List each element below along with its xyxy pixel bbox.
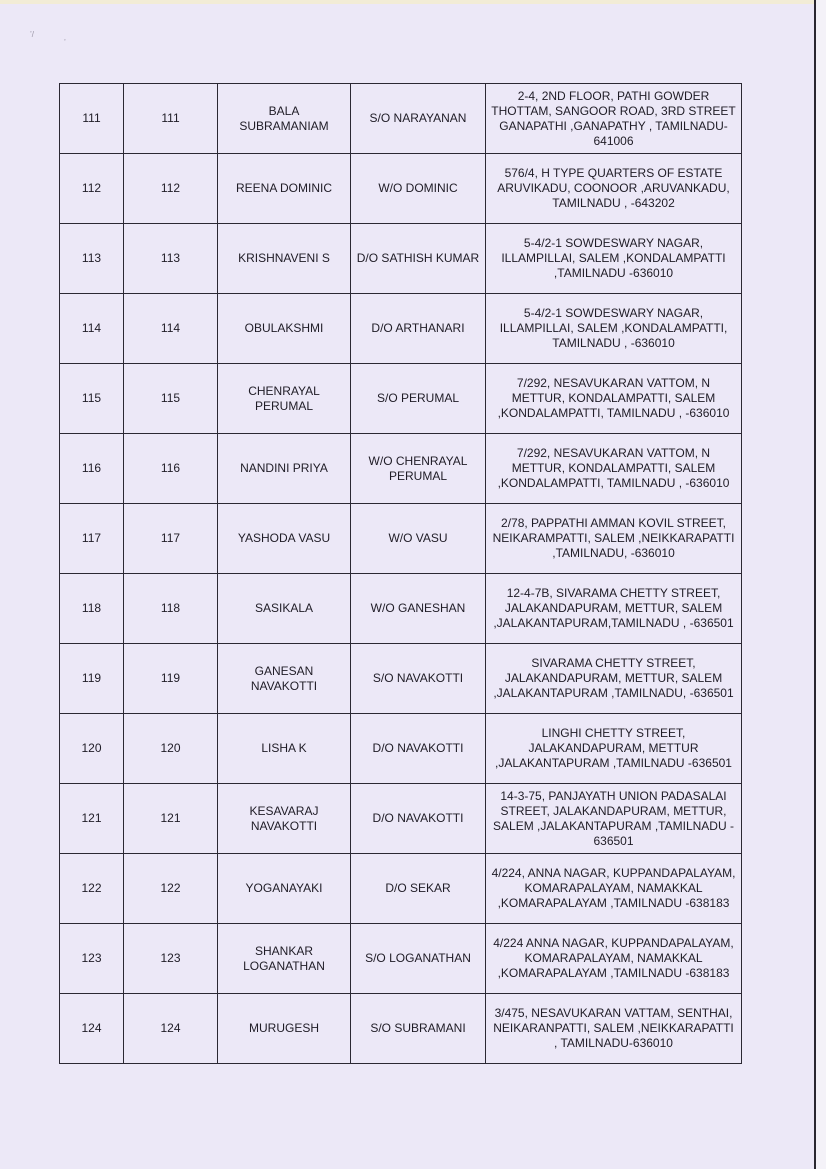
serial-number-cell: 122: [60, 854, 124, 924]
serial-number-cell: 112: [60, 154, 124, 224]
records-table: [59, 83, 742, 1064]
record-id-cell: 121: [124, 784, 218, 854]
serial-number-cell: 114: [60, 294, 124, 364]
address-cell: 5-4/2-1 SOWDESWARY NAGAR, ILLAMPILLAI, SALEM ,KONDALAMPATTI, TAMILNADU , -636010: [486, 294, 742, 364]
relation-cell: S/O SUBRAMANI: [351, 994, 486, 1064]
relation-cell: D/O NAVAKOTTI: [351, 714, 486, 784]
relation-cell: D/O ARTHANARI: [351, 294, 486, 364]
table-row: [60, 364, 742, 434]
relation-cell: D/O SATHISH KUMAR: [351, 224, 486, 294]
serial-number-cell: 119: [60, 644, 124, 714]
serial-number-cell: 116: [60, 434, 124, 504]
address-cell: 3/475, NESAVUKARAN VATTAM, SENTHAI, NEIKARANPATTI, SALEM ,NEIKKARAPATTI , TAMILNADU-636010: [486, 994, 742, 1064]
table-row: [60, 854, 742, 924]
relation-cell: S/O NAVAKOTTI: [351, 644, 486, 714]
relation-cell: S/O LOGANATHAN: [351, 924, 486, 994]
scan-mark: ’: [64, 38, 66, 47]
serial-number-cell: 118: [60, 574, 124, 644]
table-row: [60, 644, 742, 714]
table-row: [60, 294, 742, 364]
person-name-cell: LISHA K: [218, 714, 351, 784]
address-cell: 5-4/2-1 SOWDESWARY NAGAR, ILLAMPILLAI, SALEM ,KONDALAMPATTI ,TAMILNADU -636010: [486, 224, 742, 294]
serial-number-cell: 123: [60, 924, 124, 994]
address-cell: SIVARAMA CHETTY STREET, JALAKANDAPURAM, METTUR, SALEM ,JALAKANTAPURAM ,TAMILNADU, -636501: [486, 644, 742, 714]
address-cell: 2/78, PAPPATHI AMMAN KOVIL STREET, NEIKARAMPATTI, SALEM ,NEIKKARAPATTI ,TAMILNADU, -636010: [486, 504, 742, 574]
scan-right-margin: [816, 0, 826, 1169]
address-cell: 7/292, NESAVUKARAN VATTOM, N METTUR, KONDALAMPATTI, SALEM ,KONDALAMPATTI, TAMILNADU , -636010: [486, 434, 742, 504]
relation-cell: S/O PERUMAL: [351, 364, 486, 434]
serial-number-cell: 111: [60, 84, 124, 154]
person-name-cell: BALA SUBRAMANIAM: [218, 84, 351, 154]
person-name-cell: YASHODA VASU: [218, 504, 351, 574]
table-row: [60, 714, 742, 784]
record-id-cell: 113: [124, 224, 218, 294]
scan-page-edge: [814, 0, 816, 1169]
relation-cell: W/O VASU: [351, 504, 486, 574]
table-row: [60, 224, 742, 294]
table-row: [60, 924, 742, 994]
table-row: [60, 574, 742, 644]
table-row: [60, 784, 742, 854]
person-name-cell: GANESAN NAVAKOTTI: [218, 644, 351, 714]
address-cell: 7/292, NESAVUKARAN VATTOM, N METTUR, KONDALAMPATTI, SALEM ,KONDALAMPATTI, TAMILNADU , -636010: [486, 364, 742, 434]
address-cell: 576/4, H TYPE QUARTERS OF ESTATE ARUVIKADU, COONOOR ,ARUVANKADU, TAMILNADU , -643202: [486, 154, 742, 224]
table-row: [60, 994, 742, 1064]
serial-number-cell: 113: [60, 224, 124, 294]
person-name-cell: KRISHNAVENI S: [218, 224, 351, 294]
serial-number-cell: 120: [60, 714, 124, 784]
relation-cell: W/O CHENRAYAL PERUMAL: [351, 434, 486, 504]
records-table-body: [60, 84, 742, 1064]
table-row: [60, 504, 742, 574]
serial-number-cell: 117: [60, 504, 124, 574]
table-row: [60, 154, 742, 224]
record-id-cell: 112: [124, 154, 218, 224]
record-id-cell: 118: [124, 574, 218, 644]
person-name-cell: OBULAKSHMI: [218, 294, 351, 364]
serial-number-cell: 121: [60, 784, 124, 854]
relation-cell: W/O DOMINIC: [351, 154, 486, 224]
person-name-cell: YOGANAYAKI: [218, 854, 351, 924]
person-name-cell: CHENRAYAL PERUMAL: [218, 364, 351, 434]
table-row: [60, 84, 742, 154]
address-cell: LINGHI CHETTY STREET, JALAKANDAPURAM, METTUR ,JALAKANTAPURAM ,TAMILNADU -636501: [486, 714, 742, 784]
relation-cell: D/O SEKAR: [351, 854, 486, 924]
person-name-cell: SHANKAR LOGANATHAN: [218, 924, 351, 994]
scan-top-band: [0, 0, 826, 4]
address-cell: 4/224 ANNA NAGAR, KUPPANDAPALAYAM, KOMARAPALAYAM, NAMAKKAL ,KOMARAPALAYAM ,TAMILNADU -638183: [486, 924, 742, 994]
person-name-cell: KESAVARAJ NAVAKOTTI: [218, 784, 351, 854]
person-name-cell: SASIKALA: [218, 574, 351, 644]
relation-cell: W/O GANESHAN: [351, 574, 486, 644]
address-cell: 2-4, 2ND FLOOR, PATHI GOWDER THOTTAM, SANGOOR ROAD, 3RD STREET GANAPATHI ,GANAPATHY , TAMILNADU-641006: [486, 84, 742, 154]
record-id-cell: 111: [124, 84, 218, 154]
record-id-cell: 122: [124, 854, 218, 924]
scan-mark: ’/: [30, 30, 34, 39]
address-cell: 14-3-75, PANJAYATH UNION PADASALAI STREET, JALAKANDAPURAM, METTUR, SALEM ,JALAKANTAPURAM ,TAMILNADU - 636501: [486, 784, 742, 854]
record-id-cell: 124: [124, 994, 218, 1064]
record-id-cell: 119: [124, 644, 218, 714]
record-id-cell: 117: [124, 504, 218, 574]
address-cell: 12-4-7B, SIVARAMA CHETTY STREET, JALAKANDAPURAM, METTUR, SALEM ,JALAKANTAPURAM,TAMILNADU , -636501: [486, 574, 742, 644]
serial-number-cell: 115: [60, 364, 124, 434]
relation-cell: S/O NARAYANAN: [351, 84, 486, 154]
address-cell: 4/224, ANNA NAGAR, KUPPANDAPALAYAM, KOMARAPALAYAM, NAMAKKAL ,KOMARAPALAYAM ,TAMILNADU -638183: [486, 854, 742, 924]
record-id-cell: 116: [124, 434, 218, 504]
record-id-cell: 114: [124, 294, 218, 364]
record-id-cell: 120: [124, 714, 218, 784]
record-id-cell: 123: [124, 924, 218, 994]
person-name-cell: MURUGESH: [218, 994, 351, 1064]
person-name-cell: REENA DOMINIC: [218, 154, 351, 224]
table-row: [60, 434, 742, 504]
serial-number-cell: 124: [60, 994, 124, 1064]
record-id-cell: 115: [124, 364, 218, 434]
person-name-cell: NANDINI PRIYA: [218, 434, 351, 504]
relation-cell: D/O NAVAKOTTI: [351, 784, 486, 854]
